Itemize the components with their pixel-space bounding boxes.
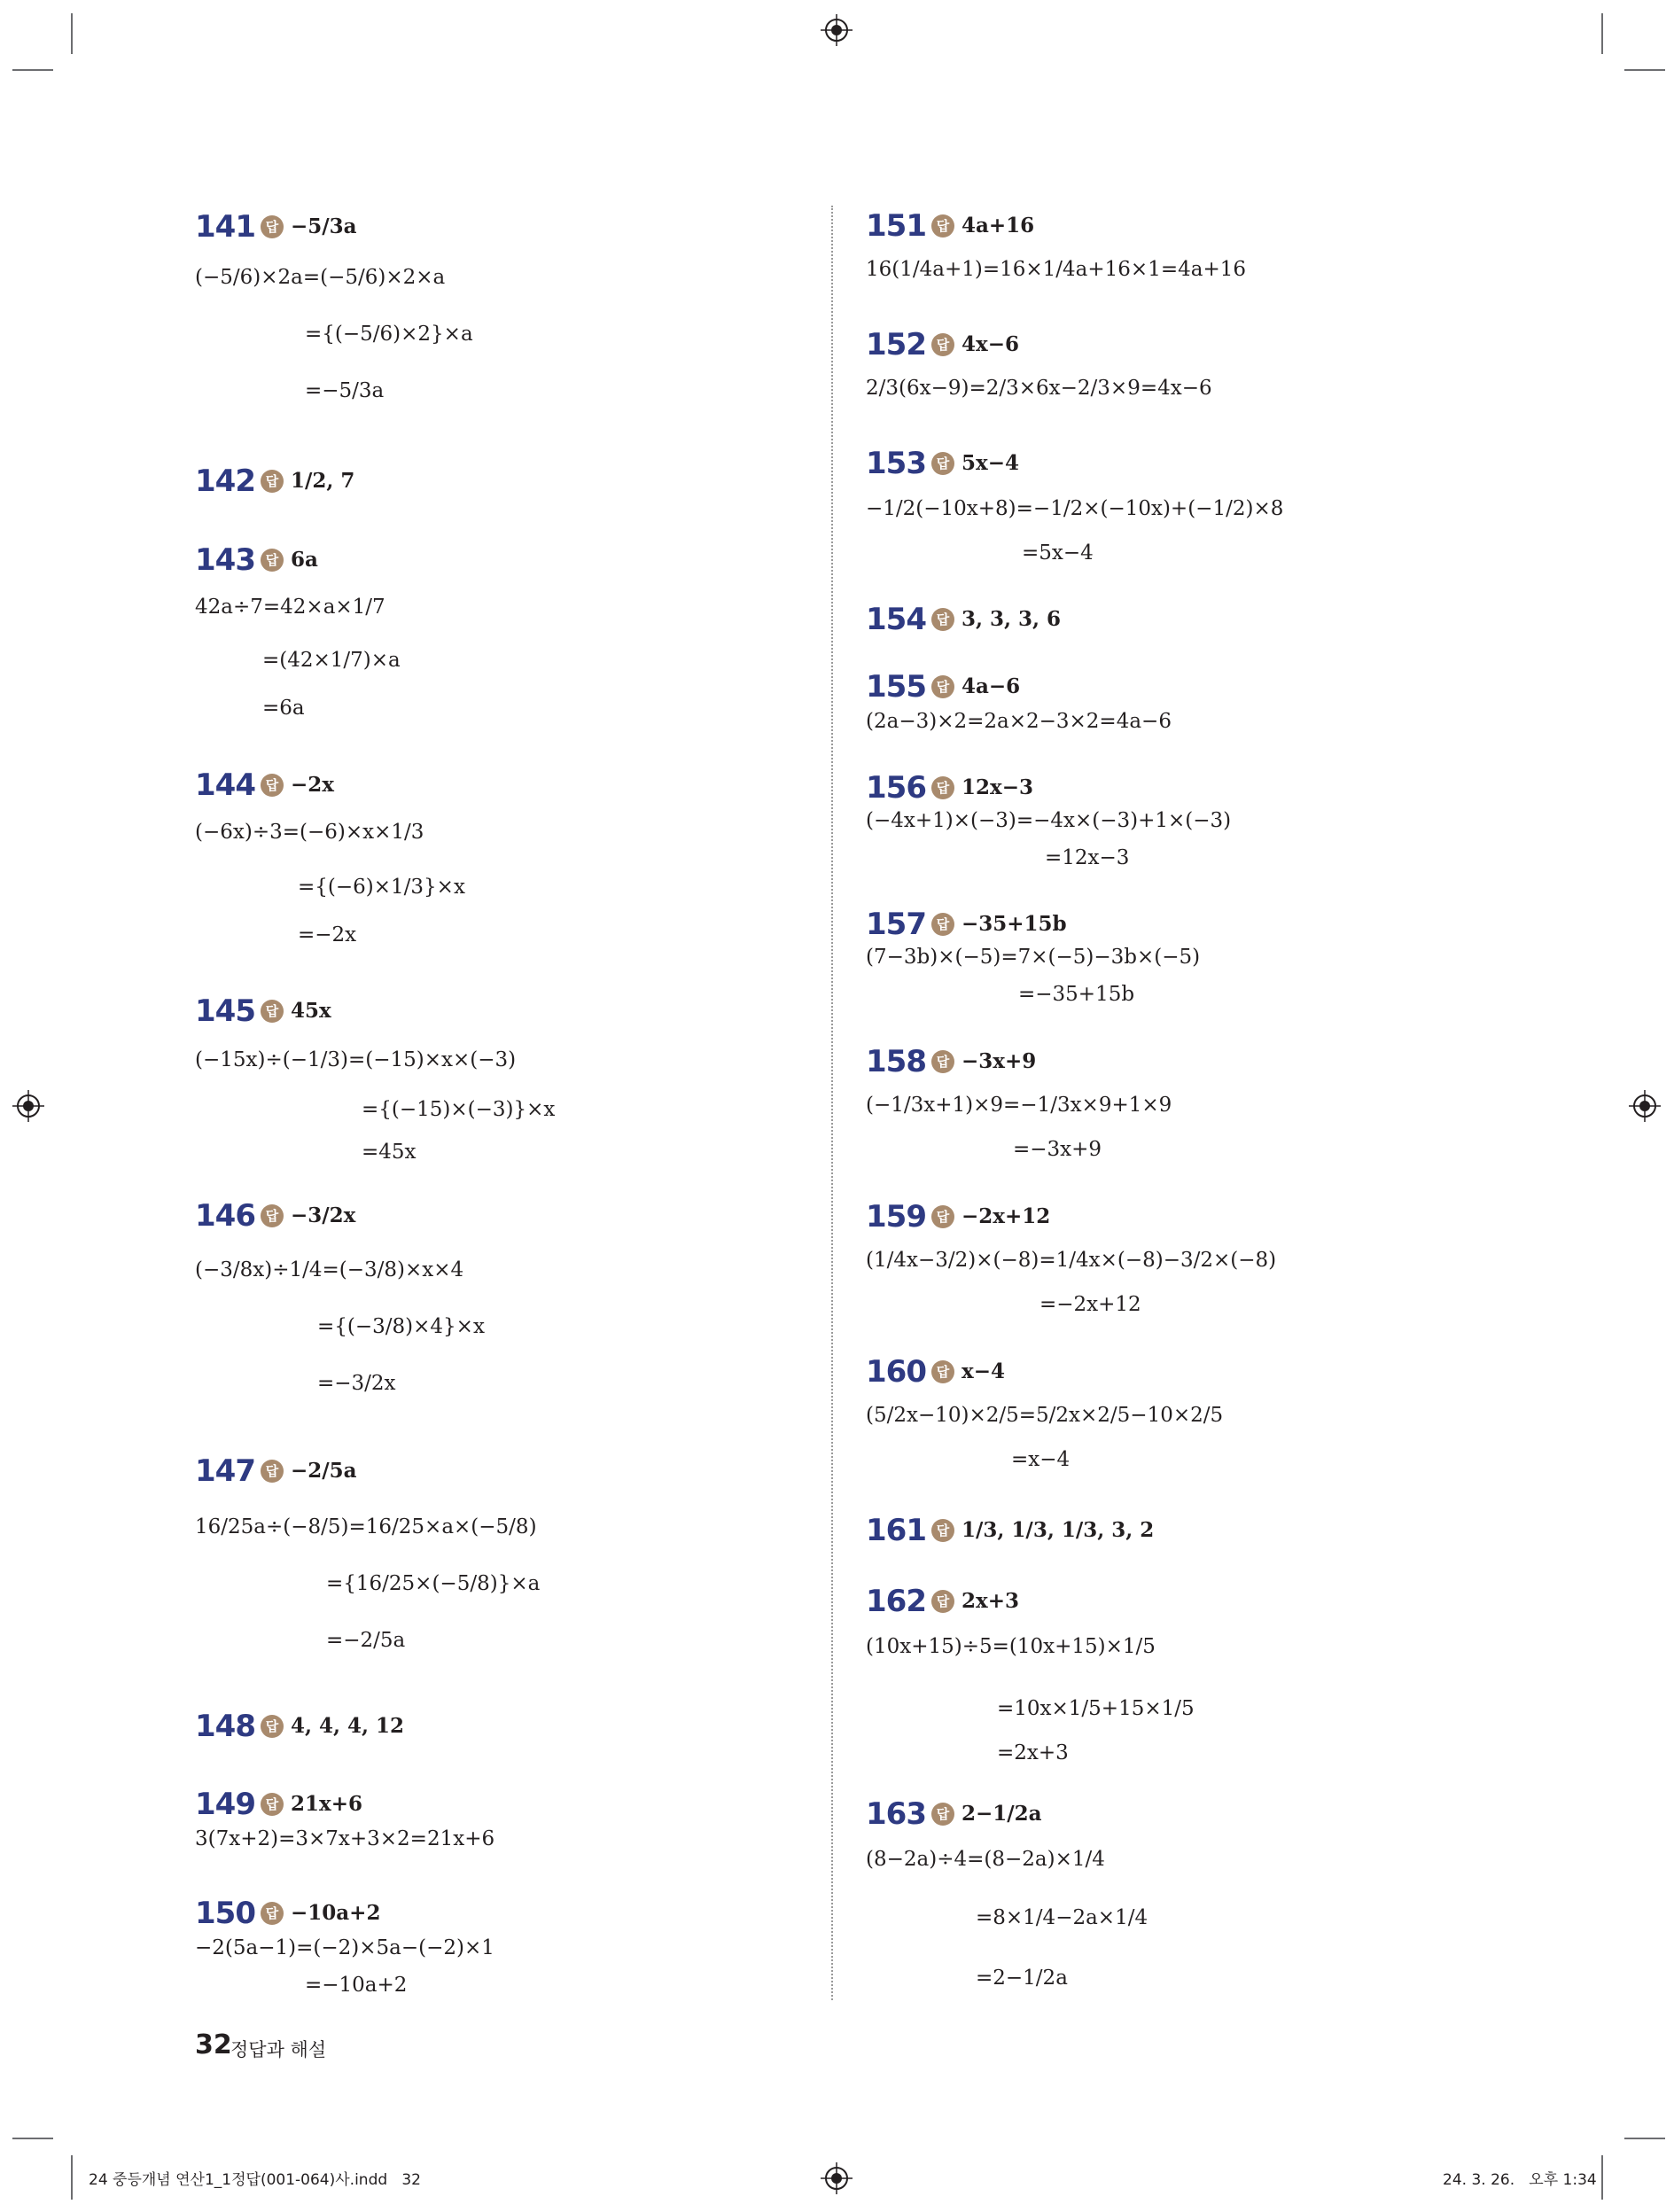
solution-step: =2x+3 (997, 1741, 1069, 1764)
solution-step: =8×1/4−2a×1/4 (976, 1906, 1148, 1929)
problem-number: 151 (866, 208, 926, 244)
solution-step: =−10a+2 (305, 1974, 408, 1997)
solution-step: =−2x (298, 923, 357, 946)
solution-step: =12x−3 (1045, 846, 1130, 869)
answer-badge: 답 (261, 215, 284, 238)
solution-step: =45x (362, 1141, 417, 1164)
answer-badge: 답 (931, 1590, 954, 1613)
solution-step: =−2x+12 (1039, 1293, 1141, 1316)
answer: 2−1/2a (962, 1802, 1042, 1826)
answer: −2x (291, 773, 334, 797)
solution-step: (7−3b)×(−5)=7×(−5)−3b×(−5) (866, 946, 1201, 969)
problem-number: 153 (866, 446, 926, 481)
problem-number: 162 (866, 1584, 926, 1619)
problem-number: 155 (866, 669, 926, 705)
problem-number: 160 (866, 1354, 926, 1390)
answer: 4a−6 (962, 674, 1021, 698)
solution-step: (10x+15)÷5=(10x+15)×1/5 (866, 1635, 1156, 1658)
solution-step: ={(−6)×1/3}×x (298, 876, 465, 899)
answer-badge: 답 (261, 1000, 284, 1023)
answer: −5/3a (291, 214, 357, 238)
crop-mark (1624, 2138, 1665, 2139)
problem-number: 142 (195, 463, 255, 499)
solution-step: 3(7x+2)=3×7x+3×2=21x+6 (195, 1827, 495, 1850)
problem-number: 143 (195, 542, 255, 578)
problem-number: 158 (866, 1044, 926, 1079)
answer: 12x−3 (962, 775, 1033, 799)
solution-step: =x−4 (1011, 1448, 1071, 1471)
print-slug-timestamp: 24. 3. 26. 오후 1:34 (1443, 2171, 1597, 2189)
answer-badge: 답 (931, 1205, 954, 1228)
answer-badge: 답 (931, 1050, 954, 1073)
page-number: 32 (195, 2029, 232, 2060)
problem-number: 146 (195, 1198, 255, 1234)
answer-badge: 답 (261, 1902, 284, 1925)
solution-step: =−35+15b (1018, 983, 1135, 1006)
answer: 1/3, 1/3, 1/3, 3, 2 (962, 1518, 1155, 1542)
solution-step: (5/2x−10)×2/5=5/2x×2/5−10×2/5 (866, 1404, 1224, 1427)
answer: 1/2, 7 (291, 469, 355, 493)
registration-mark-icon (821, 14, 853, 46)
problem-number: 147 (195, 1453, 255, 1489)
solution-step: =(42×1/7)×a (262, 649, 401, 672)
answer-badge: 답 (261, 470, 284, 493)
problem-number: 159 (866, 1199, 926, 1235)
solution-step: =5x−4 (1022, 541, 1094, 565)
answer-badge: 답 (931, 214, 954, 238)
answer-badge: 답 (261, 774, 284, 797)
solution-step: (−3/8x)÷1/4=(−3/8)×x×4 (195, 1258, 464, 1281)
answer-badge: 답 (931, 452, 954, 475)
answer-badge: 답 (931, 333, 954, 356)
answer: −2x+12 (962, 1204, 1051, 1228)
problem-number: 152 (866, 327, 926, 362)
solution-step: ={(−15)×(−3)}×x (362, 1098, 556, 1121)
answer-badge: 답 (931, 1519, 954, 1542)
problem-number: 161 (866, 1513, 926, 1548)
answer-badge: 답 (931, 1360, 954, 1383)
problem-number: 150 (195, 1896, 255, 1931)
answer: −2/5a (291, 1459, 357, 1483)
solution-step: 16/25a÷(−8/5)=16/25×a×(−5/8) (195, 1515, 537, 1538)
answer: 4, 4, 4, 12 (291, 1714, 405, 1738)
crop-mark (71, 2155, 73, 2200)
answer: 45x (291, 999, 331, 1023)
answer: 6a (291, 548, 318, 572)
print-slug-file: 24 중등개념 연산1_1정답(001-064)사.indd 32 (89, 2171, 421, 2189)
solution-step: −2(5a−1)=(−2)×5a−(−2)×1 (195, 1936, 494, 1959)
solution-step: =2−1/2a (976, 1967, 1068, 1990)
problem-number: 149 (195, 1787, 255, 1822)
answer: −10a+2 (291, 1901, 381, 1925)
solution-step: ={16/25×(−5/8)}×a (326, 1572, 541, 1595)
problem-number: 141 (195, 209, 255, 245)
registration-mark-icon (1629, 1090, 1661, 1122)
answer: 4a+16 (962, 214, 1035, 238)
solution-step: 2/3(6x−9)=2/3×6x−2/3×9=4x−6 (866, 377, 1212, 400)
problem-number: 157 (866, 907, 926, 942)
answer: 2x+3 (962, 1589, 1019, 1613)
section-label: 정답과 해설 (230, 2039, 327, 2060)
answer: 4x−6 (962, 332, 1019, 356)
solution-step: (1/4x−3/2)×(−8)=1/4x×(−8)−3/2×(−8) (866, 1249, 1277, 1272)
crop-mark (12, 69, 53, 71)
answer-badge: 답 (931, 608, 954, 631)
problem-number: 144 (195, 767, 255, 803)
solution-step: (−1/3x+1)×9=−1/3x×9+1×9 (866, 1094, 1172, 1117)
solution-step: =6a (262, 697, 305, 720)
answer-badge: 답 (931, 776, 954, 799)
answer-badge: 답 (931, 913, 954, 936)
answer: −3/2x (291, 1203, 356, 1227)
solution-step: =10x×1/5+15×1/5 (997, 1697, 1195, 1720)
answer: 21x+6 (291, 1792, 362, 1816)
solution-step: (−5/6)×2a=(−5/6)×2×a (195, 266, 446, 289)
answer: −35+15b (962, 912, 1067, 936)
answer: x−4 (962, 1359, 1005, 1383)
solution-step: 42a÷7=42×a×1/7 (195, 596, 385, 619)
problem-number: 156 (866, 770, 926, 806)
problem-number: 145 (195, 993, 255, 1029)
problem-number: 154 (866, 602, 926, 637)
answer: 5x−4 (962, 451, 1019, 475)
solution-step: (2a−3)×2=2a×2−3×2=4a−6 (866, 710, 1172, 733)
solution-step: (−4x+1)×(−3)=−4x×(−3)+1×(−3) (866, 809, 1232, 832)
problem-number: 163 (866, 1796, 926, 1832)
solution-step: =−3x+9 (1013, 1138, 1102, 1161)
crop-mark (12, 2138, 53, 2139)
answer-badge: 답 (261, 1793, 284, 1816)
column-divider (831, 206, 833, 2000)
crop-mark (71, 13, 73, 54)
registration-mark-icon (821, 2162, 853, 2194)
answer: 3, 3, 3, 6 (962, 607, 1062, 631)
solution-step: (−15x)÷(−1/3)=(−15)×x×(−3) (195, 1048, 517, 1071)
answer-badge: 답 (261, 549, 284, 572)
registration-mark-icon (12, 1090, 44, 1122)
solution-step: 16(1/4a+1)=16×1/4a+16×1=4a+16 (866, 258, 1246, 281)
solution-step: =−2/5a (326, 1629, 406, 1652)
problem-number: 148 (195, 1709, 255, 1744)
solution-step: ={(−5/6)×2}×a (305, 323, 473, 346)
solution-step: =−3/2x (317, 1372, 396, 1395)
solution-step: (8−2a)÷4=(8−2a)×1/4 (866, 1848, 1105, 1871)
solution-step: (−6x)÷3=(−6)×x×1/3 (195, 821, 424, 844)
answer-badge: 답 (261, 1715, 284, 1738)
answer-badge: 답 (261, 1204, 284, 1227)
crop-mark (1601, 2155, 1603, 2200)
solution-step: −1/2(−10x+8)=−1/2×(−10x)+(−1/2)×8 (866, 497, 1284, 520)
answer-badge: 답 (261, 1460, 284, 1483)
crop-mark (1624, 69, 1665, 71)
crop-mark (1601, 13, 1603, 54)
answer: −3x+9 (962, 1049, 1037, 1073)
solution-step: ={(−3/8)×4}×x (317, 1315, 485, 1338)
answer-badge: 답 (931, 675, 954, 698)
answer-badge: 답 (931, 1803, 954, 1826)
solution-step: =−5/3a (305, 379, 385, 402)
